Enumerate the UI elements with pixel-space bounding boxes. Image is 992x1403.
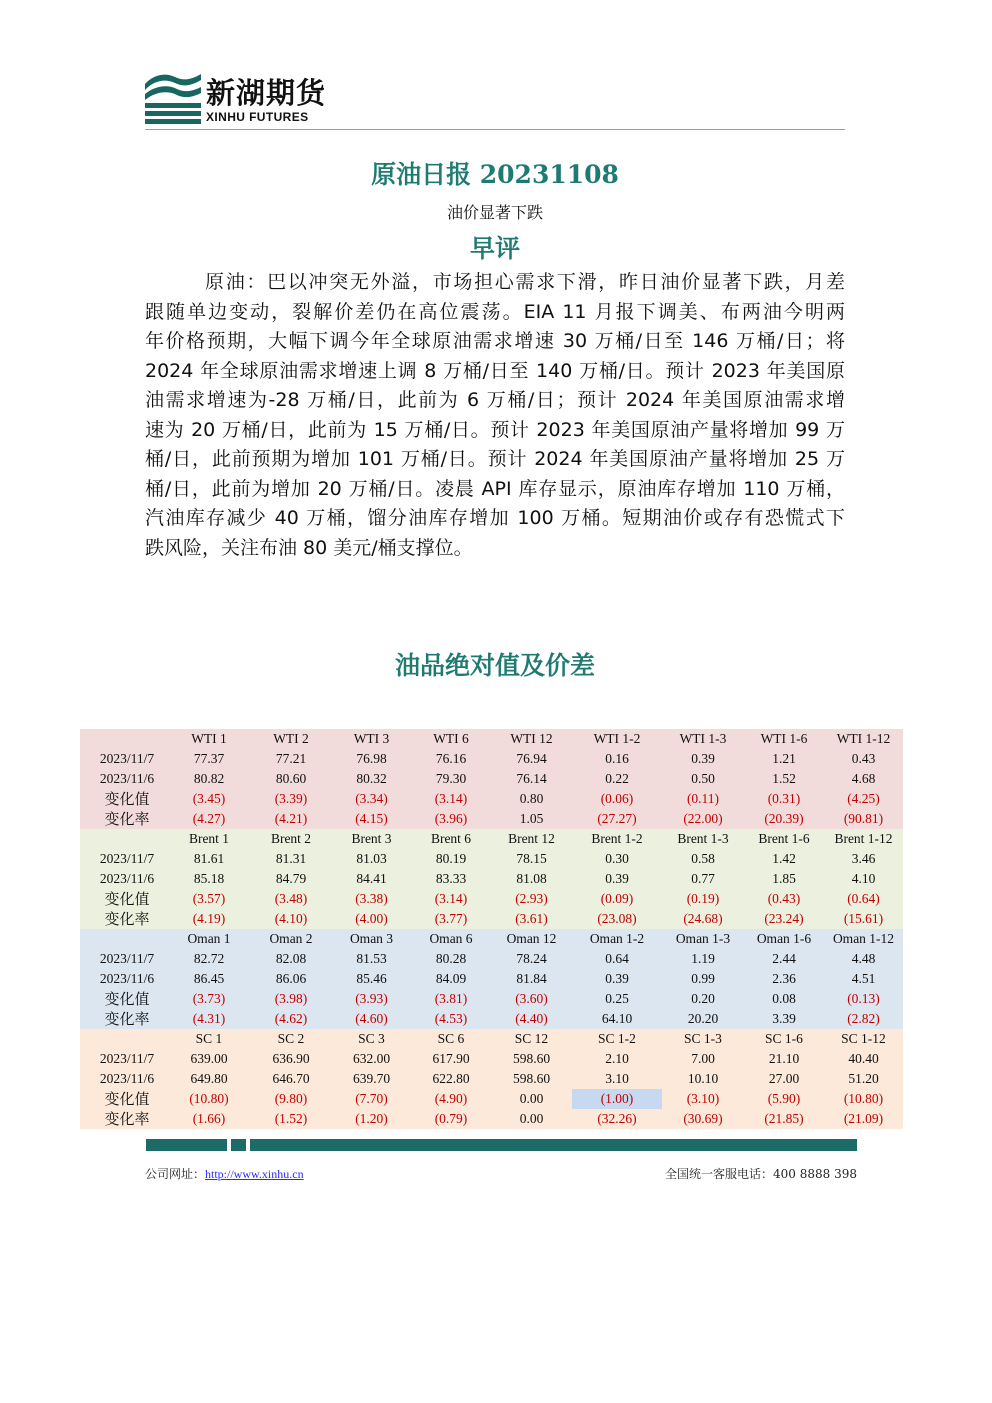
table-cell: (0.64) bbox=[847, 891, 880, 906]
review-line: 年价格预期，大幅下调今年全球原油需求增速 30 万桶/日至 146 万桶/日；将 bbox=[145, 330, 845, 352]
table-cell: (3.96) bbox=[434, 811, 468, 826]
table-row bbox=[80, 889, 903, 909]
table-cell: 84.09 bbox=[435, 971, 467, 986]
footer-bar-segment bbox=[250, 1139, 857, 1151]
table-row bbox=[80, 909, 903, 929]
table-cell: 40.40 bbox=[848, 1051, 879, 1066]
website-link[interactable]: http://www.xinhu.cn bbox=[205, 1167, 304, 1181]
table-row bbox=[80, 789, 903, 809]
table-cell: (4.31) bbox=[192, 1011, 226, 1026]
website-label: 公司网址： bbox=[145, 1167, 206, 1181]
table-cell: (2.82) bbox=[847, 1011, 880, 1026]
table-cell: 2.36 bbox=[772, 971, 796, 986]
table-cell: 639.00 bbox=[190, 1051, 228, 1066]
table-cell: (3.14) bbox=[434, 791, 468, 806]
table-cell: 0.25 bbox=[605, 991, 629, 1006]
row-label: 变化率 bbox=[104, 1110, 150, 1128]
row-label: 2023/11/7 bbox=[99, 751, 155, 766]
row-label: 变化值 bbox=[104, 890, 150, 908]
table-cell: (32.26) bbox=[597, 1111, 637, 1126]
row-label: 2023/11/6 bbox=[99, 771, 155, 786]
column-header: WTI 1-12 bbox=[836, 731, 891, 746]
review-line: 2024 年全球原油需求增速上调 8 万桶/日至 140 万桶/日。预计 2023 年美国原 bbox=[145, 359, 845, 382]
table-cell: 1.19 bbox=[691, 951, 715, 966]
table-cell: 21.10 bbox=[768, 1051, 800, 1066]
table-cell: (4.90) bbox=[434, 1091, 468, 1106]
table-cell: 1.85 bbox=[772, 871, 796, 886]
table-cell: (3.98) bbox=[274, 991, 308, 1006]
table-cell: (4.40) bbox=[515, 1011, 548, 1026]
column-header: SC 1-6 bbox=[765, 1031, 803, 1046]
table-cell: 81.03 bbox=[356, 851, 387, 866]
table-row bbox=[80, 949, 903, 969]
table-cell: (1.20) bbox=[355, 1111, 388, 1126]
table-cell: (2.93) bbox=[515, 891, 548, 906]
row-label: 2023/11/7 bbox=[99, 951, 155, 966]
table-cell: (4.25) bbox=[847, 791, 880, 806]
footer-website bbox=[145, 1166, 304, 1182]
table-row bbox=[80, 1089, 903, 1109]
table-cell: 4.68 bbox=[851, 771, 876, 786]
table-cell: 81.08 bbox=[516, 871, 547, 886]
table-header-row bbox=[80, 729, 903, 749]
review-line: 速为 20 万桶/日，此前为 15 万桶/日。预计 2023 年美国原油产量将增加 99 万 bbox=[145, 418, 845, 441]
row-label: 2023/11/7 bbox=[99, 851, 155, 866]
table-cell: 4.51 bbox=[851, 971, 876, 986]
table-cell: (4.27) bbox=[192, 811, 226, 826]
table-cell: (4.19) bbox=[192, 911, 226, 926]
review-line: 汽油库存减少 40 万桶，馏分油库存增加 100 万桶。短期油价或存有恐慌式下 bbox=[145, 507, 845, 529]
table-cell: (4.21) bbox=[274, 811, 308, 826]
table-cell: 10.10 bbox=[687, 1071, 719, 1086]
column-header: WTI 1-2 bbox=[593, 731, 641, 746]
table-cell: 1.42 bbox=[772, 851, 796, 866]
table-header-row bbox=[80, 929, 903, 949]
table-cell: 76.98 bbox=[356, 751, 387, 766]
table-cell: 81.53 bbox=[356, 951, 387, 966]
table-cell: 649.80 bbox=[190, 1071, 228, 1086]
table-cell: (3.61) bbox=[515, 911, 548, 926]
xinhu-wave-logo-icon bbox=[145, 72, 201, 126]
table-cell: (3.77) bbox=[434, 911, 468, 926]
column-header: SC 12 bbox=[514, 1031, 549, 1046]
table-cell: 646.70 bbox=[272, 1071, 310, 1086]
row-label: 2023/11/6 bbox=[99, 1071, 155, 1086]
row-label: 变化值 bbox=[104, 990, 150, 1008]
table-cell: (3.81) bbox=[434, 991, 468, 1006]
table-cell: (90.81) bbox=[843, 811, 884, 826]
morning-review-heading: 早评 bbox=[469, 234, 520, 263]
table-cell: 81.61 bbox=[193, 851, 225, 866]
table-cell: (9.80) bbox=[274, 1091, 308, 1106]
column-header: Brent 6 bbox=[430, 831, 472, 846]
row-label: 变化值 bbox=[104, 790, 150, 808]
table-cell: 632.00 bbox=[352, 1051, 391, 1066]
service-hotline: 全国统一客服电话：400 8888 398 bbox=[665, 1167, 857, 1181]
table-cell: 0.43 bbox=[851, 751, 876, 766]
table-cell: (4.62) bbox=[274, 1011, 308, 1026]
column-header: Brent 3 bbox=[351, 831, 392, 846]
table-cell: 0.22 bbox=[605, 771, 629, 786]
table-cell: 1.21 bbox=[772, 751, 796, 766]
column-header: WTI 6 bbox=[433, 731, 469, 746]
table-cell: (10.80) bbox=[189, 1091, 229, 1106]
table-row bbox=[80, 869, 903, 889]
oil-price-spread-table bbox=[80, 729, 903, 1129]
table-cell: (5.90) bbox=[767, 1091, 801, 1106]
column-header: Brent 1 bbox=[188, 831, 230, 846]
table-cell: 80.28 bbox=[435, 951, 467, 966]
column-header: Oman 1-3 bbox=[675, 931, 731, 946]
table-cell: 76.14 bbox=[516, 771, 547, 786]
table-cell: 78.24 bbox=[516, 951, 547, 966]
table-cell: (1.52) bbox=[274, 1111, 308, 1126]
table-cell: (3.34) bbox=[355, 791, 388, 806]
table-header-row bbox=[80, 829, 903, 849]
column-header: Oman 1-2 bbox=[589, 931, 645, 946]
table-cell: (0.79) bbox=[434, 1111, 468, 1126]
table-cell: 0.39 bbox=[691, 751, 715, 766]
table-cell: 79.30 bbox=[435, 771, 467, 786]
morning-review-text bbox=[145, 268, 845, 563]
table-row bbox=[80, 969, 903, 989]
row-label: 变化率 bbox=[104, 910, 150, 928]
review-line: 原油：巴以冲突无外溢，市场担心需求下滑，昨日油价显著下跌，月差 bbox=[205, 271, 845, 293]
table-cell: 0.77 bbox=[691, 871, 715, 886]
table-row bbox=[80, 1109, 903, 1129]
table-cell: (27.27) bbox=[597, 811, 637, 826]
column-header: Brent 1-6 bbox=[758, 831, 810, 846]
column-header: Oman 12 bbox=[506, 931, 557, 946]
footer-bar-segment bbox=[146, 1139, 227, 1151]
table-cell: (0.31) bbox=[767, 791, 801, 806]
table-cell: 3.10 bbox=[605, 1071, 629, 1086]
row-label: 变化率 bbox=[104, 1010, 150, 1028]
table-row bbox=[80, 809, 903, 829]
table-cell: 1.52 bbox=[772, 771, 796, 786]
price-table-heading: 油品绝对值及价差 bbox=[394, 651, 595, 680]
column-header: SC 1-2 bbox=[598, 1031, 636, 1046]
table-cell: (23.08) bbox=[597, 911, 637, 926]
table-cell: 0.39 bbox=[605, 871, 629, 886]
table-cell: 77.37 bbox=[193, 751, 225, 766]
table-cell: 0.50 bbox=[691, 771, 715, 786]
table-cell: (3.45) bbox=[192, 791, 226, 806]
table-cell: 3.39 bbox=[772, 1011, 796, 1026]
table-cell: 0.00 bbox=[519, 1091, 544, 1106]
table-cell: 622.80 bbox=[432, 1071, 470, 1086]
table-row bbox=[80, 1049, 903, 1069]
column-header: Oman 2 bbox=[269, 931, 313, 946]
table-cell: (0.09) bbox=[600, 891, 634, 906]
report-title: 原油日报 20231108 bbox=[371, 160, 619, 189]
table-cell: 598.60 bbox=[512, 1071, 551, 1086]
table-cell: 0.08 bbox=[772, 991, 796, 1006]
table-cell: 2.10 bbox=[605, 1051, 629, 1066]
table-cell: (0.19) bbox=[686, 891, 720, 906]
table-cell: (0.43) bbox=[767, 891, 801, 906]
column-header: Oman 3 bbox=[349, 931, 394, 946]
corner-cell bbox=[80, 729, 168, 749]
column-header: WTI 12 bbox=[510, 731, 553, 746]
corner-cell bbox=[80, 829, 168, 849]
table-cell: 76.16 bbox=[435, 751, 467, 766]
table-cell: 83.33 bbox=[435, 871, 467, 886]
table-cell: (4.10) bbox=[274, 911, 308, 926]
table-cell: (4.00) bbox=[355, 911, 388, 926]
table-cell: (23.24) bbox=[764, 911, 804, 926]
table-cell: 80.60 bbox=[275, 771, 307, 786]
table-cell: 617.90 bbox=[432, 1051, 470, 1066]
table-cell: 82.08 bbox=[275, 951, 307, 966]
column-header: SC 3 bbox=[358, 1031, 385, 1046]
table-cell: (3.48) bbox=[274, 891, 308, 906]
table-cell: 85.18 bbox=[193, 871, 225, 886]
column-header: WTI 1 bbox=[191, 731, 227, 746]
column-header: Brent 1-3 bbox=[677, 831, 729, 846]
table-cell: (7.70) bbox=[355, 1091, 388, 1106]
table-row bbox=[80, 1009, 903, 1029]
table-cell: (0.11) bbox=[686, 791, 720, 806]
table-cell: (3.93) bbox=[355, 991, 388, 1006]
column-header: SC 1 bbox=[195, 1031, 223, 1046]
column-header: Oman 1-12 bbox=[832, 931, 895, 946]
table-cell: 2.44 bbox=[772, 951, 796, 966]
table-cell: (3.38) bbox=[355, 891, 388, 906]
table-cell: 27.00 bbox=[768, 1071, 800, 1086]
table-cell: 81.31 bbox=[275, 851, 307, 866]
table-cell: 0.39 bbox=[605, 971, 629, 986]
table-cell: 0.99 bbox=[691, 971, 715, 986]
table-cell: 598.60 bbox=[512, 1051, 551, 1066]
table-cell: (24.68) bbox=[683, 911, 723, 926]
table-cell: (3.60) bbox=[515, 991, 548, 1006]
table-cell: 82.72 bbox=[193, 951, 225, 966]
row-label: 变化率 bbox=[104, 810, 150, 828]
table-cell: 20.20 bbox=[687, 1011, 719, 1026]
table-cell: (3.39) bbox=[274, 791, 308, 806]
table-cell: (0.13) bbox=[847, 991, 880, 1006]
column-header: Brent 2 bbox=[270, 831, 312, 846]
table-cell: (1.66) bbox=[192, 1111, 226, 1126]
row-label: 变化值 bbox=[104, 1090, 150, 1108]
table-cell: 3.46 bbox=[851, 851, 876, 866]
table-cell: 7.00 bbox=[691, 1051, 715, 1066]
table-row bbox=[80, 1069, 903, 1089]
table-cell: 639.70 bbox=[352, 1071, 391, 1086]
logo-name-en: XINHU FUTURES bbox=[206, 110, 309, 124]
table-cell: 64.10 bbox=[601, 1011, 633, 1026]
review-line: 桶/日，此前预期为增加 101 万桶/日。预计 2024 年美国原油产量将增加 25 万 bbox=[145, 448, 845, 470]
column-header: WTI 3 bbox=[353, 731, 390, 746]
table-cell: 1.05 bbox=[519, 811, 544, 826]
table-cell: 0.58 bbox=[691, 851, 715, 866]
column-header: Brent 12 bbox=[508, 831, 555, 846]
table-cell: (4.15) bbox=[355, 811, 388, 826]
column-header: Brent 1-12 bbox=[834, 831, 893, 846]
header-divider bbox=[145, 129, 845, 130]
table-cell: 0.80 bbox=[519, 791, 544, 806]
footer bbox=[145, 1166, 857, 1182]
corner-cell bbox=[80, 929, 168, 949]
table-cell: (20.39) bbox=[764, 811, 804, 826]
table-cell: (4.53) bbox=[434, 1011, 468, 1026]
table-cell: 0.16 bbox=[605, 751, 629, 766]
table-cell: 85.46 bbox=[356, 971, 387, 986]
table-cell: 80.19 bbox=[435, 851, 467, 866]
table-cell: 84.41 bbox=[356, 871, 387, 886]
table-row bbox=[80, 849, 903, 869]
report-subtitle: 油价显著下跌 bbox=[446, 203, 543, 222]
column-header: SC 1-3 bbox=[684, 1031, 722, 1046]
table-cell: (21.09) bbox=[843, 1111, 884, 1126]
row-label: 2023/11/6 bbox=[99, 971, 155, 986]
company-logo[interactable] bbox=[145, 72, 345, 127]
column-header: Oman 1 bbox=[187, 931, 231, 946]
review-line: 桶/日，此前为增加 20 万桶/日。凌晨 API 库存显示，原油库存增加 110 万桶， bbox=[145, 477, 845, 500]
table-cell: (21.85) bbox=[764, 1111, 804, 1126]
column-header: Oman 1-6 bbox=[756, 931, 812, 946]
column-header: WTI 1-6 bbox=[760, 731, 808, 746]
table-cell: (30.69) bbox=[683, 1111, 723, 1126]
table-cell: (3.73) bbox=[192, 991, 226, 1006]
table-cell: 80.32 bbox=[356, 771, 387, 786]
footer-bar-segment bbox=[231, 1139, 246, 1151]
review-line: 跌风险，关注布油 80 美元/桶支撑位。 bbox=[145, 536, 473, 559]
review-line: 跟随单边变动，裂解价差仍在高位震荡。EIA 11 月报下调美、布两油今明两 bbox=[145, 300, 845, 323]
table-cell: 0.20 bbox=[691, 991, 715, 1006]
table-cell: (4.60) bbox=[355, 1011, 388, 1026]
column-header: Brent 1-2 bbox=[591, 831, 643, 846]
table-cell: (15.61) bbox=[843, 911, 884, 926]
table-row bbox=[80, 989, 903, 1009]
table-cell: (10.80) bbox=[843, 1091, 884, 1106]
table-cell: 0.64 bbox=[605, 951, 629, 966]
table-cell: 4.10 bbox=[851, 871, 876, 886]
table-cell: (3.14) bbox=[434, 891, 468, 906]
column-header: SC 2 bbox=[277, 1031, 305, 1046]
row-label: 2023/11/7 bbox=[99, 1051, 155, 1066]
table-cell: (3.10) bbox=[686, 1091, 720, 1106]
column-header: WTI 2 bbox=[273, 731, 309, 746]
table-cell: 0.00 bbox=[519, 1111, 544, 1126]
table-header-row bbox=[80, 1029, 903, 1049]
row-label: 2023/11/6 bbox=[99, 871, 155, 886]
column-header: SC 1-12 bbox=[841, 1031, 886, 1046]
table-cell: (22.00) bbox=[683, 811, 723, 826]
table-cell: (1.00) bbox=[572, 1089, 662, 1109]
table-cell: (3.57) bbox=[192, 891, 226, 906]
table-row bbox=[80, 769, 903, 789]
table-cell: 51.20 bbox=[848, 1071, 879, 1086]
table-row bbox=[80, 749, 903, 769]
table-cell: 84.79 bbox=[275, 871, 307, 886]
logo-name-cn: 新湖期货 bbox=[206, 76, 327, 110]
table-cell: 77.21 bbox=[275, 751, 307, 766]
table-cell: 86.06 bbox=[275, 971, 307, 986]
column-header: Oman 6 bbox=[429, 931, 473, 946]
table-cell: 636.90 bbox=[272, 1051, 310, 1066]
column-header: SC 6 bbox=[437, 1031, 465, 1046]
table-cell: 81.84 bbox=[516, 971, 547, 986]
corner-cell bbox=[80, 1029, 168, 1049]
table-cell: 4.48 bbox=[851, 951, 876, 966]
column-header: WTI 1-3 bbox=[679, 731, 727, 746]
table-cell: (0.06) bbox=[600, 791, 634, 806]
review-line: 油需求增速为-28 万桶/日，此前为 6 万桶/日；预计 2024 年美国原油需求增 bbox=[145, 389, 845, 411]
table-cell: 86.45 bbox=[193, 971, 225, 986]
table-cell: 78.15 bbox=[516, 851, 547, 866]
table-cell: 0.30 bbox=[605, 851, 629, 866]
table-cell: 76.94 bbox=[516, 751, 547, 766]
table-cell: 80.82 bbox=[193, 771, 225, 786]
